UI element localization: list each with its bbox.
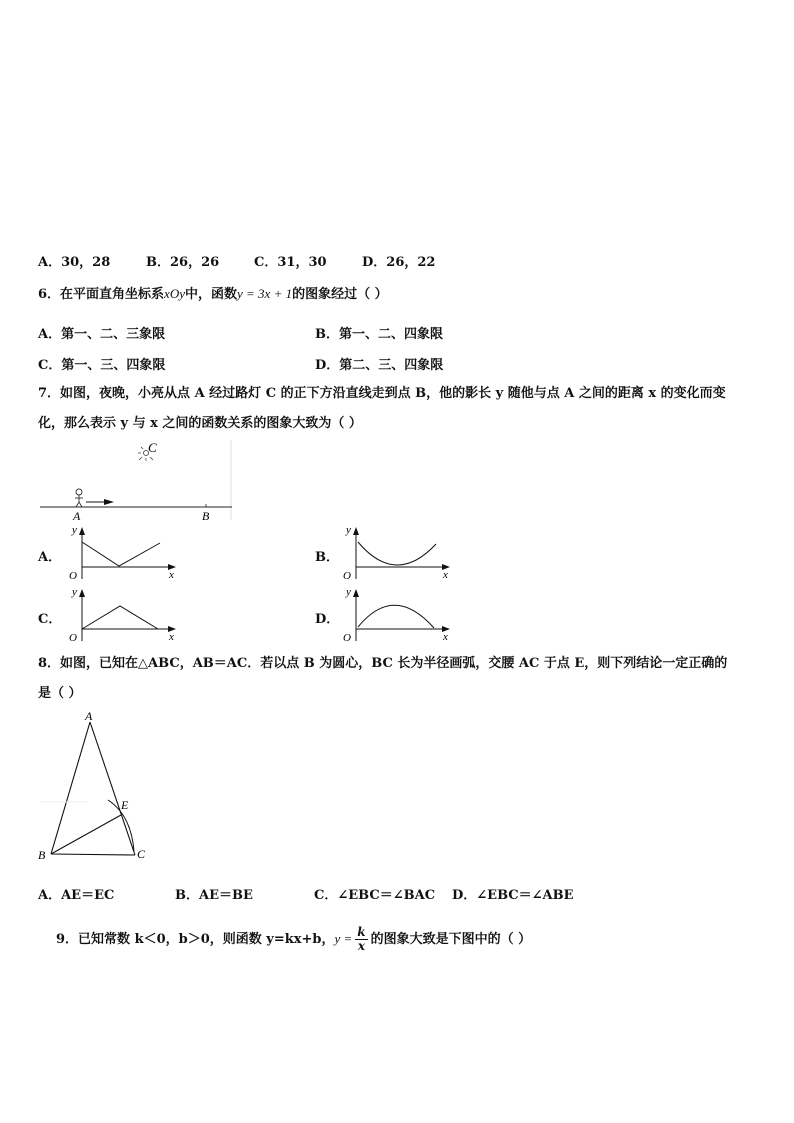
q6-option-b: B．第一、二、四象限 — [315, 327, 443, 342]
q7-graph-b — [336, 523, 456, 583]
q7-graph-d — [336, 585, 456, 645]
x-axis-label: x — [169, 569, 174, 581]
q8-stem-line2: 是（ ） — [38, 686, 82, 701]
q6-prefix: 6．在平面直角坐标系 — [38, 287, 165, 302]
q9-prefix: 9．已知常数 k＜0，b＞0，则函数 y=kx+b， — [56, 932, 335, 947]
side-bc — [51, 854, 135, 855]
direction-arrow-icon — [86, 499, 114, 505]
x-axis-label: x — [169, 631, 174, 643]
q6-suffix: 的图象经过（ ） — [292, 287, 388, 302]
y-axis-label: y — [72, 524, 77, 536]
segment-be — [51, 815, 121, 854]
q5-option-d: D．26，22 — [362, 255, 436, 270]
x-axis-label: x — [443, 569, 448, 581]
origin-label: O — [343, 570, 351, 582]
vertex-c-label: C — [137, 847, 146, 861]
graph-b-curve — [358, 542, 436, 565]
q7-stem-line2: 化，那么表示 y 与 x 之间的函数关系的图象大致为（ ） — [38, 416, 362, 431]
origin-label: O — [69, 570, 77, 582]
q6-option-c: C．第一、三、四象限 — [38, 358, 166, 373]
q9-denominator: x — [357, 939, 366, 953]
q8-option-d: D．∠EBC＝∠ABE — [452, 888, 574, 903]
y-axis-label: y — [72, 586, 77, 598]
origin-label: O — [343, 632, 351, 644]
q8-triangle-figure — [30, 705, 160, 865]
q7-graph-c — [62, 585, 182, 645]
vertex-a-label: A — [85, 709, 93, 723]
graph-a-curve — [82, 542, 160, 566]
x-axis-label: x — [443, 631, 448, 643]
graph-c-curve — [82, 606, 158, 629]
point-a-label: A — [73, 509, 81, 523]
q5-option-c: C．31，30 — [254, 255, 327, 270]
q7-option-d-label: D． — [315, 612, 340, 627]
q6-stem — [38, 286, 388, 303]
q9-numerator: k — [357, 925, 366, 939]
q7-option-c-label: C． — [38, 612, 62, 627]
q8-stem-line1: 8．如图，已知在△ABC，AB＝AC．若以点 B 为圆心，BC 长为半径画弧，交腰 AC 于点 E，则下列结论一定正确的 — [38, 656, 728, 671]
q9-fraction — [355, 926, 367, 953]
q8-option-b: B．AE＝BE — [175, 888, 253, 903]
q7-option-a-label: A． — [38, 550, 62, 565]
q7-graph-a — [62, 523, 182, 583]
q6-option-a: A．第一、二、三象限 — [38, 327, 166, 342]
y-axis-label: y — [346, 524, 351, 536]
q9-stem — [56, 920, 531, 959]
q6-mid: 中，函数 — [184, 287, 237, 302]
q7-option-b-label: B． — [315, 550, 339, 565]
person-icon — [75, 489, 83, 507]
q5-option-a: A．30，28 — [38, 255, 111, 270]
q6-option-d: D．第二、三、四象限 — [315, 358, 444, 373]
q8-option-c: C．∠EBC＝∠BAC — [314, 888, 436, 903]
q7-stem-line1: 7．如图，夜晚，小亮从点 A 经过路灯 C 的正下方沿直线走到点 B，他的影长 y 随他与点 A 之间的距离 x 的变化而变 — [38, 386, 726, 401]
point-b-label: B — [202, 509, 210, 523]
side-ac — [90, 722, 135, 855]
q9-suffix: 的图象大致是下图中的（ ） — [370, 932, 532, 947]
side-ab — [51, 722, 90, 854]
vertex-b-label: B — [38, 848, 46, 862]
q6-formula: y = 3x + 1 — [237, 286, 293, 301]
q8-option-a: A．AE＝EC — [38, 888, 115, 903]
q5-option-b: B．26，26 — [146, 255, 220, 270]
q7-scene-figure — [40, 440, 240, 525]
origin-label: O — [69, 632, 77, 644]
q9-lhs: y = — [334, 931, 353, 946]
lamp-label: C — [148, 440, 157, 455]
point-e-label: E — [121, 798, 129, 812]
q6-coord: xOy — [164, 286, 185, 301]
graph-d-curve — [358, 605, 434, 628]
y-axis-label: y — [346, 586, 351, 598]
